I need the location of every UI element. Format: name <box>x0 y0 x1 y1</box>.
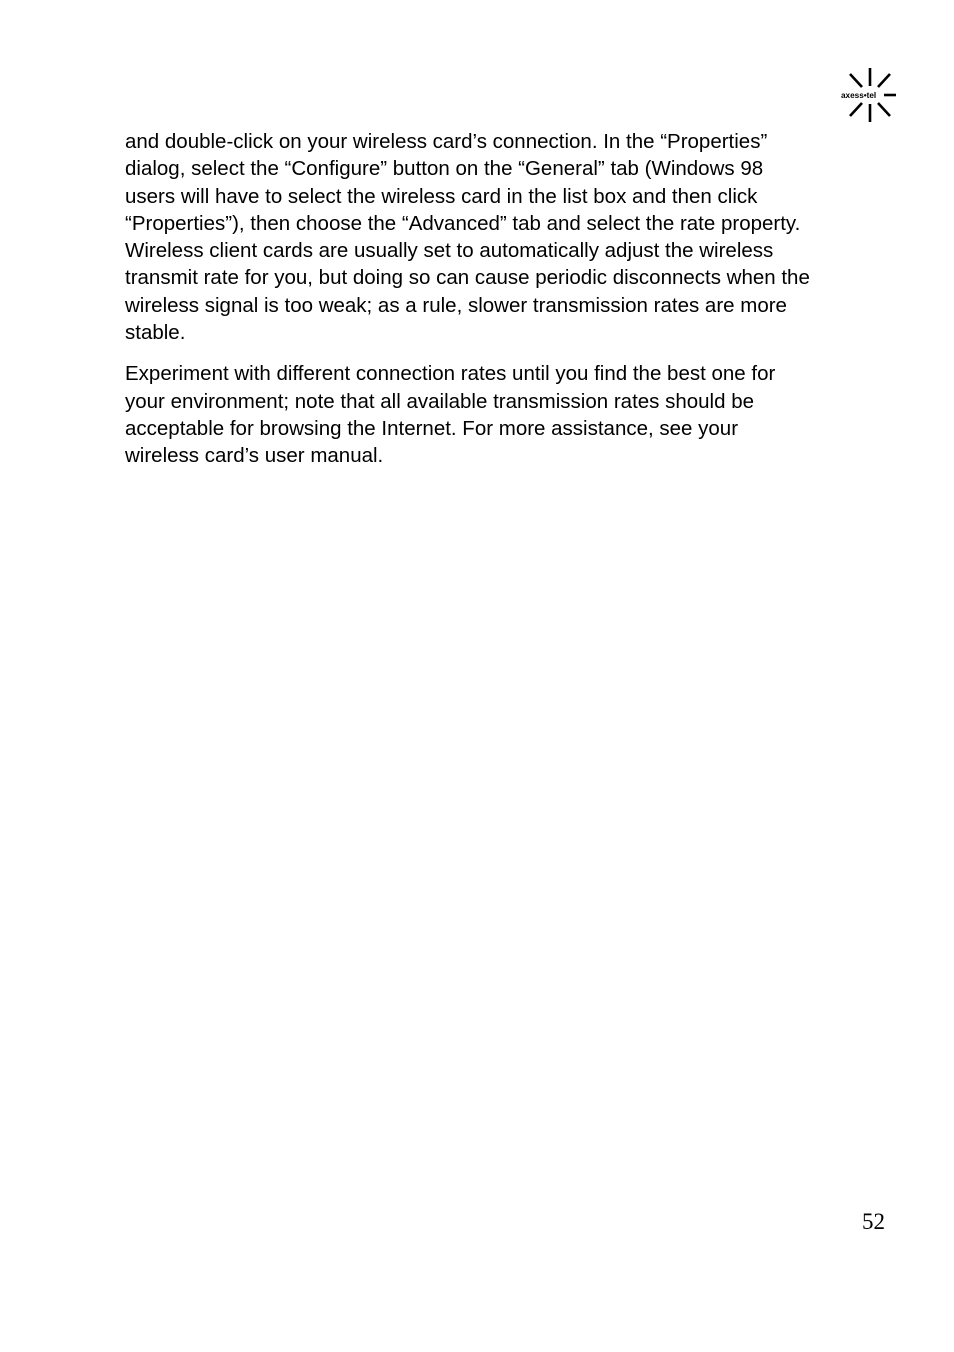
logo-text: axess•tel <box>841 91 877 100</box>
paragraph-2: Experiment with different connection rates until you find the best one for your environment; note that all available transmission rates should be acceptable for browsing the Internet. For more assistance, see your wireless card’s user manual. <box>125 362 776 468</box>
page-content <box>125 128 900 484</box>
axesstel-starburst-icon <box>838 66 898 124</box>
page-number: 52 <box>862 1209 885 1234</box>
axesstel-logo <box>838 66 898 124</box>
paragraph-1: and double-click on your wireless card’s connection. In the “Properties” dialog, select the “Configure” button on the “General” tab (Windows 98 users will have to select the wireless card in the list box and then click “Properties”), then choose the “Advanced” tab and select the rate property. Wireless client cards are usually set to automatically adjust the wireless transmit rate for you, but doing so can cause periodic disconnects when the wireless signal is too weak; as a rule, slower transmission rates are more stable. <box>125 130 810 345</box>
